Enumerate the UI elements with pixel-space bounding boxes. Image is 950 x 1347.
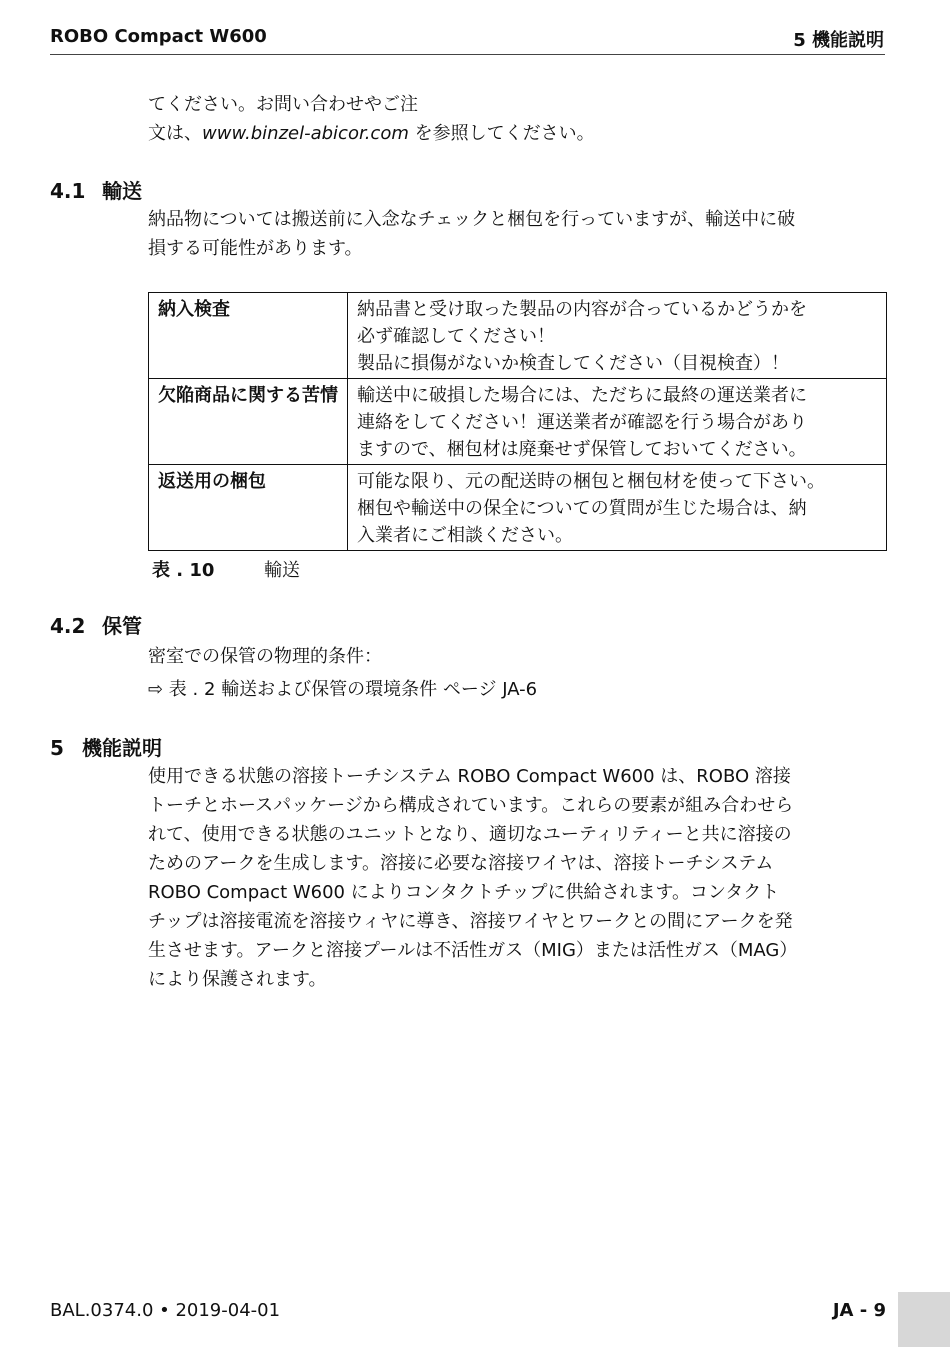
section-title: 保管 [102,614,142,638]
paragraph-line: ROBO Compact W600 によりコンタクトチップに供給されます。コンタクト [148,882,780,903]
section-4-1-paragraph [148,205,888,263]
intro-paragraph [148,90,888,148]
cross-reference-link[interactable]: ⇨ 表 . 2 輸送および保管の環境条件 ページ JA-6 [148,679,538,700]
section-heading-4-2 [50,610,142,639]
section-title: 機能説明 [82,736,162,760]
table-row-header: 返送用の梱包 [149,465,348,551]
cell-line: 入業者にご相談ください。 [357,525,573,546]
cell-line: 梱包や輸送中の保全についての質問が生じた場合は、納 [357,498,807,519]
paragraph-line: トーチとホースパッケージから構成されています。これらの要素が組み合わせら [148,795,794,816]
table-caption-label: 表 . 10 [152,560,215,581]
cell-line: ますので、梱包材は廃棄せず保管しておいてください。 [357,439,807,460]
table-cell [348,465,887,551]
paragraph-line: ためのアークを生成します。溶接に必要な溶接ワイヤは、溶接トーチシステム [148,853,774,874]
footer-page-number: JA - 9 [832,1300,886,1321]
section-title: 輸送 [102,179,142,203]
section-5-paragraph [148,762,888,994]
cell-line: 納品書と受け取った製品の内容が合っているかどうかを [357,299,807,320]
paragraph-line: により保護されます。 [148,969,327,990]
table-caption [152,556,300,582]
section-4-2-paragraph [148,642,888,704]
header-divider [50,54,885,55]
section-number: 4.1 [50,179,86,203]
header-chapter-title: 5 機能説明 [793,30,884,51]
table-cell [348,293,887,379]
table-caption-text: 輸送 [264,560,300,581]
footer-document-id: BAL.0374.0 • 2019-04-01 [50,1300,281,1321]
website-link[interactable]: www.binzel-abicor.com [202,123,409,144]
intro-line-1: てください。お問い合わせやご注 [148,94,418,115]
cell-line: 連絡をしてください！運送業者が確認を行う場合があり [357,412,807,433]
paragraph-line: れて、使用できる状態のユニットとなり、適切なユーティリティーと共に溶接の [148,824,792,845]
cell-line: 輸送中に破損した場合には、ただちに最終の運送業者に [357,385,807,406]
section-number: 5 [50,736,64,760]
section-heading-4-1 [50,175,142,204]
cell-line: 製品に損傷がないか検査してください（目視検査）！ [357,353,789,374]
cell-line: 必ず確認してください！ [357,326,555,347]
page-header [50,26,884,52]
paragraph-line: 損する可能性があります。 [148,238,363,259]
table-row-header: 欠陥商品に関する苦情 [149,379,348,465]
table-row-header: 納入検査 [149,293,348,379]
table-row [149,379,887,465]
cell-line: 可能な限り、元の配送時の梱包と梱包材を使って下さい。 [357,471,825,492]
header-product-name: ROBO Compact W600 [50,26,267,47]
intro-line-2-suffix: を参照してください。 [408,123,595,144]
page-edge-tab [898,1292,950,1347]
paragraph-line: 密室での保管の物理的条件： [148,646,382,667]
intro-line-2 [148,119,888,148]
transport-table [148,292,887,551]
paragraph-line: チップは溶接電流を溶接ウィヤに導き、溶接ワイヤとワークとの間にアークを発 [148,911,793,932]
intro-line-2-prefix: 文は、 [148,123,202,144]
table-row [149,293,887,379]
paragraph-line: 使用できる状態の溶接トーチシステム ROBO Compact W600 は、ROBO 溶接 [148,766,791,787]
table-row [149,465,887,551]
paragraph-line: 生させます。アークと溶接プールは不活性ガス（MIG）または活性ガス（MAG） [148,940,798,961]
table-cell [348,379,887,465]
paragraph-line: 納品物については搬送前に入念なチェックと梱包を行っていますが、輸送中に破 [148,209,796,230]
section-heading-5 [50,732,162,761]
section-number: 4.2 [50,614,86,638]
